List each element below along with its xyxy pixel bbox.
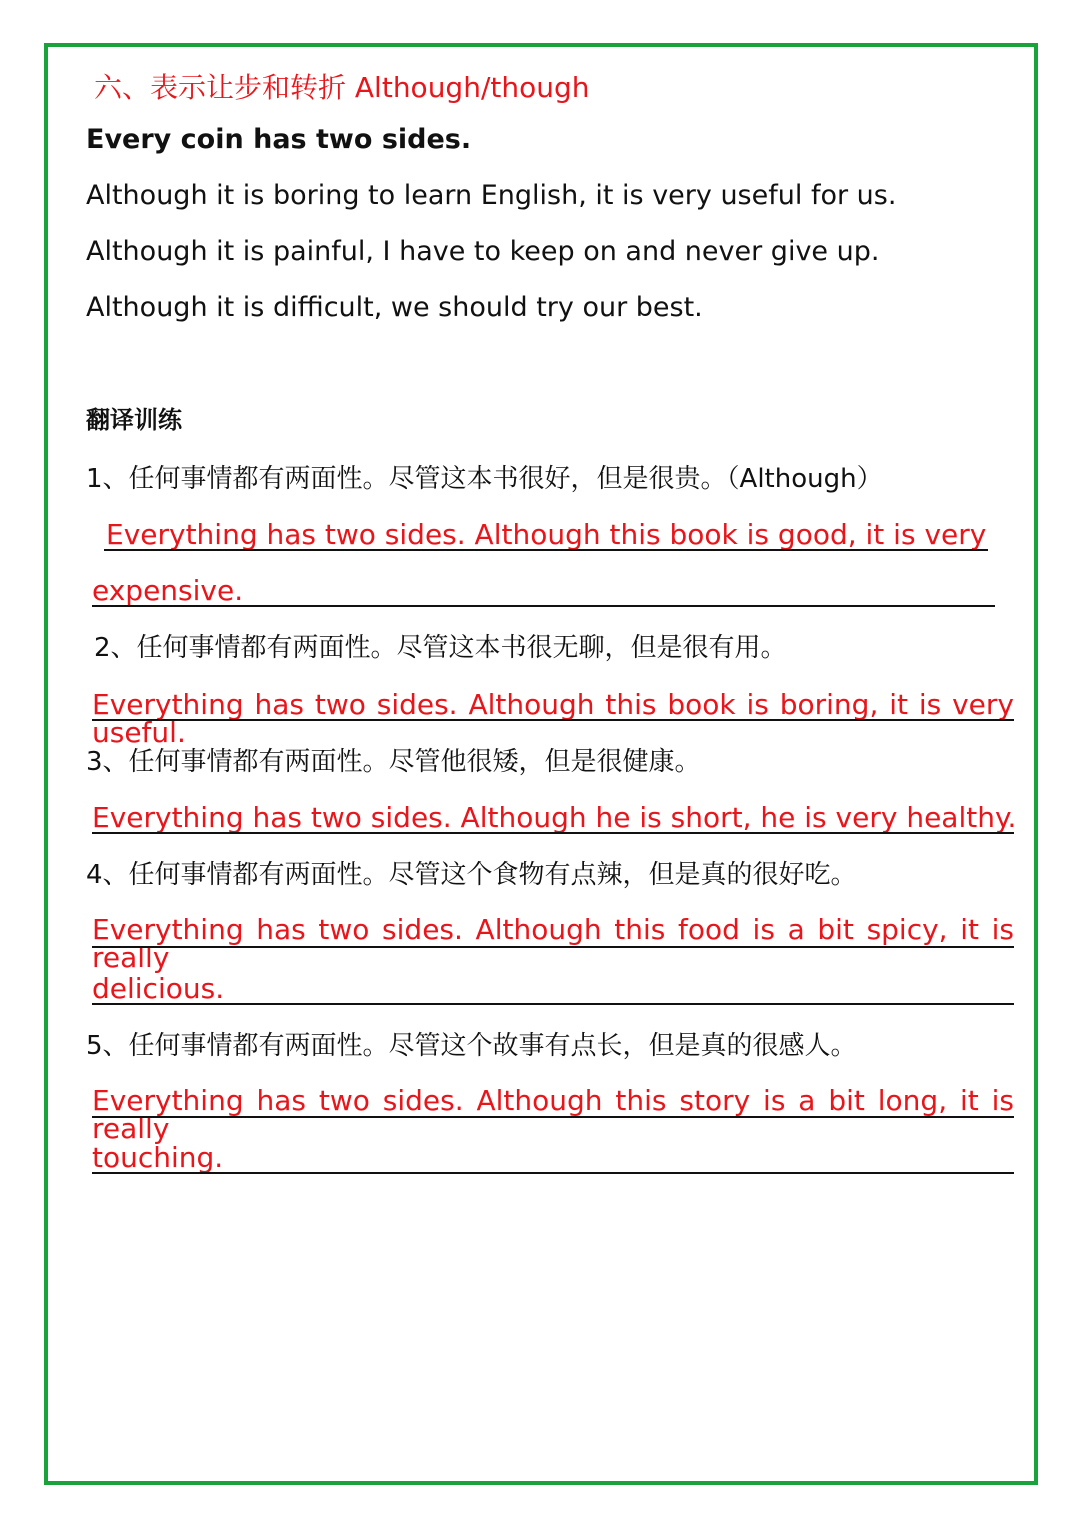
exercise-1-answer-line-2: expensive. bbox=[92, 574, 244, 607]
exercise-title: 翻译训练 bbox=[86, 406, 182, 434]
exercise-2-question: 2、任何事情都有两面性。尽管这本书很无聊，但是很有用。 bbox=[94, 633, 787, 663]
exercise-1-answer-rule-2 bbox=[92, 605, 995, 607]
exercise-3-answer-rule-1 bbox=[92, 832, 1014, 834]
exercise-2-answer-rule-1 bbox=[92, 719, 1014, 721]
exercise-4-question: 4、任何事情都有两面性。尽管这个食物有点辣，但是真的很好吃。 bbox=[86, 860, 857, 890]
section-heading: 六、表示让步和转折 Although/though bbox=[94, 71, 590, 104]
exercise-1-answer-rule-1 bbox=[104, 549, 988, 551]
intro-sentence-3: Although it is painful, I have to keep on and never give up. bbox=[86, 236, 880, 267]
exercise-1-answer-line-1: Everything has two sides. Although this book is good, it is very bbox=[106, 518, 987, 551]
exercise-1-question: 1、任何事情都有两面性。尽管这本书很好，但是很贵。（Although） bbox=[86, 464, 883, 494]
exercise-4-answer-rule-1 bbox=[92, 946, 1014, 948]
exercise-5-question: 5、任何事情都有两面性。尽管这个故事有点长，但是真的很感人。 bbox=[86, 1031, 857, 1061]
intro-sentence-2: Although it is boring to learn English, it is very useful for us. bbox=[86, 180, 897, 211]
exercise-5-answer-line-1: Everything has two sides. Although this story is a bit long, it is really bbox=[92, 1084, 1014, 1145]
exercise-4-answer-rule-2 bbox=[92, 1003, 1014, 1005]
intro-sentence-4: Although it is difficult, we should try our best. bbox=[86, 292, 703, 323]
exercise-2-answer-line-1: Everything has two sides. Although this book is boring, it is very useful. bbox=[92, 688, 1014, 749]
exercise-5-answer-line-2: touching. bbox=[92, 1141, 224, 1174]
intro-sentence-1: Every coin has two sides. bbox=[86, 124, 472, 155]
exercise-5-answer-rule-2 bbox=[92, 1172, 1014, 1174]
exercise-5-answer-rule-1 bbox=[92, 1116, 1014, 1118]
exercise-3-answer-line-1: Everything has two sides. Although he is short, he is very healthy. bbox=[92, 801, 1017, 834]
exercise-4-answer-line-1: Everything has two sides. Although this food is a bit spicy, it is really bbox=[92, 913, 1014, 974]
exercise-3-question: 3、任何事情都有两面性。尽管他很矮，但是很健康。 bbox=[86, 747, 701, 777]
exercise-4-answer-line-2: delicious. bbox=[92, 972, 225, 1005]
